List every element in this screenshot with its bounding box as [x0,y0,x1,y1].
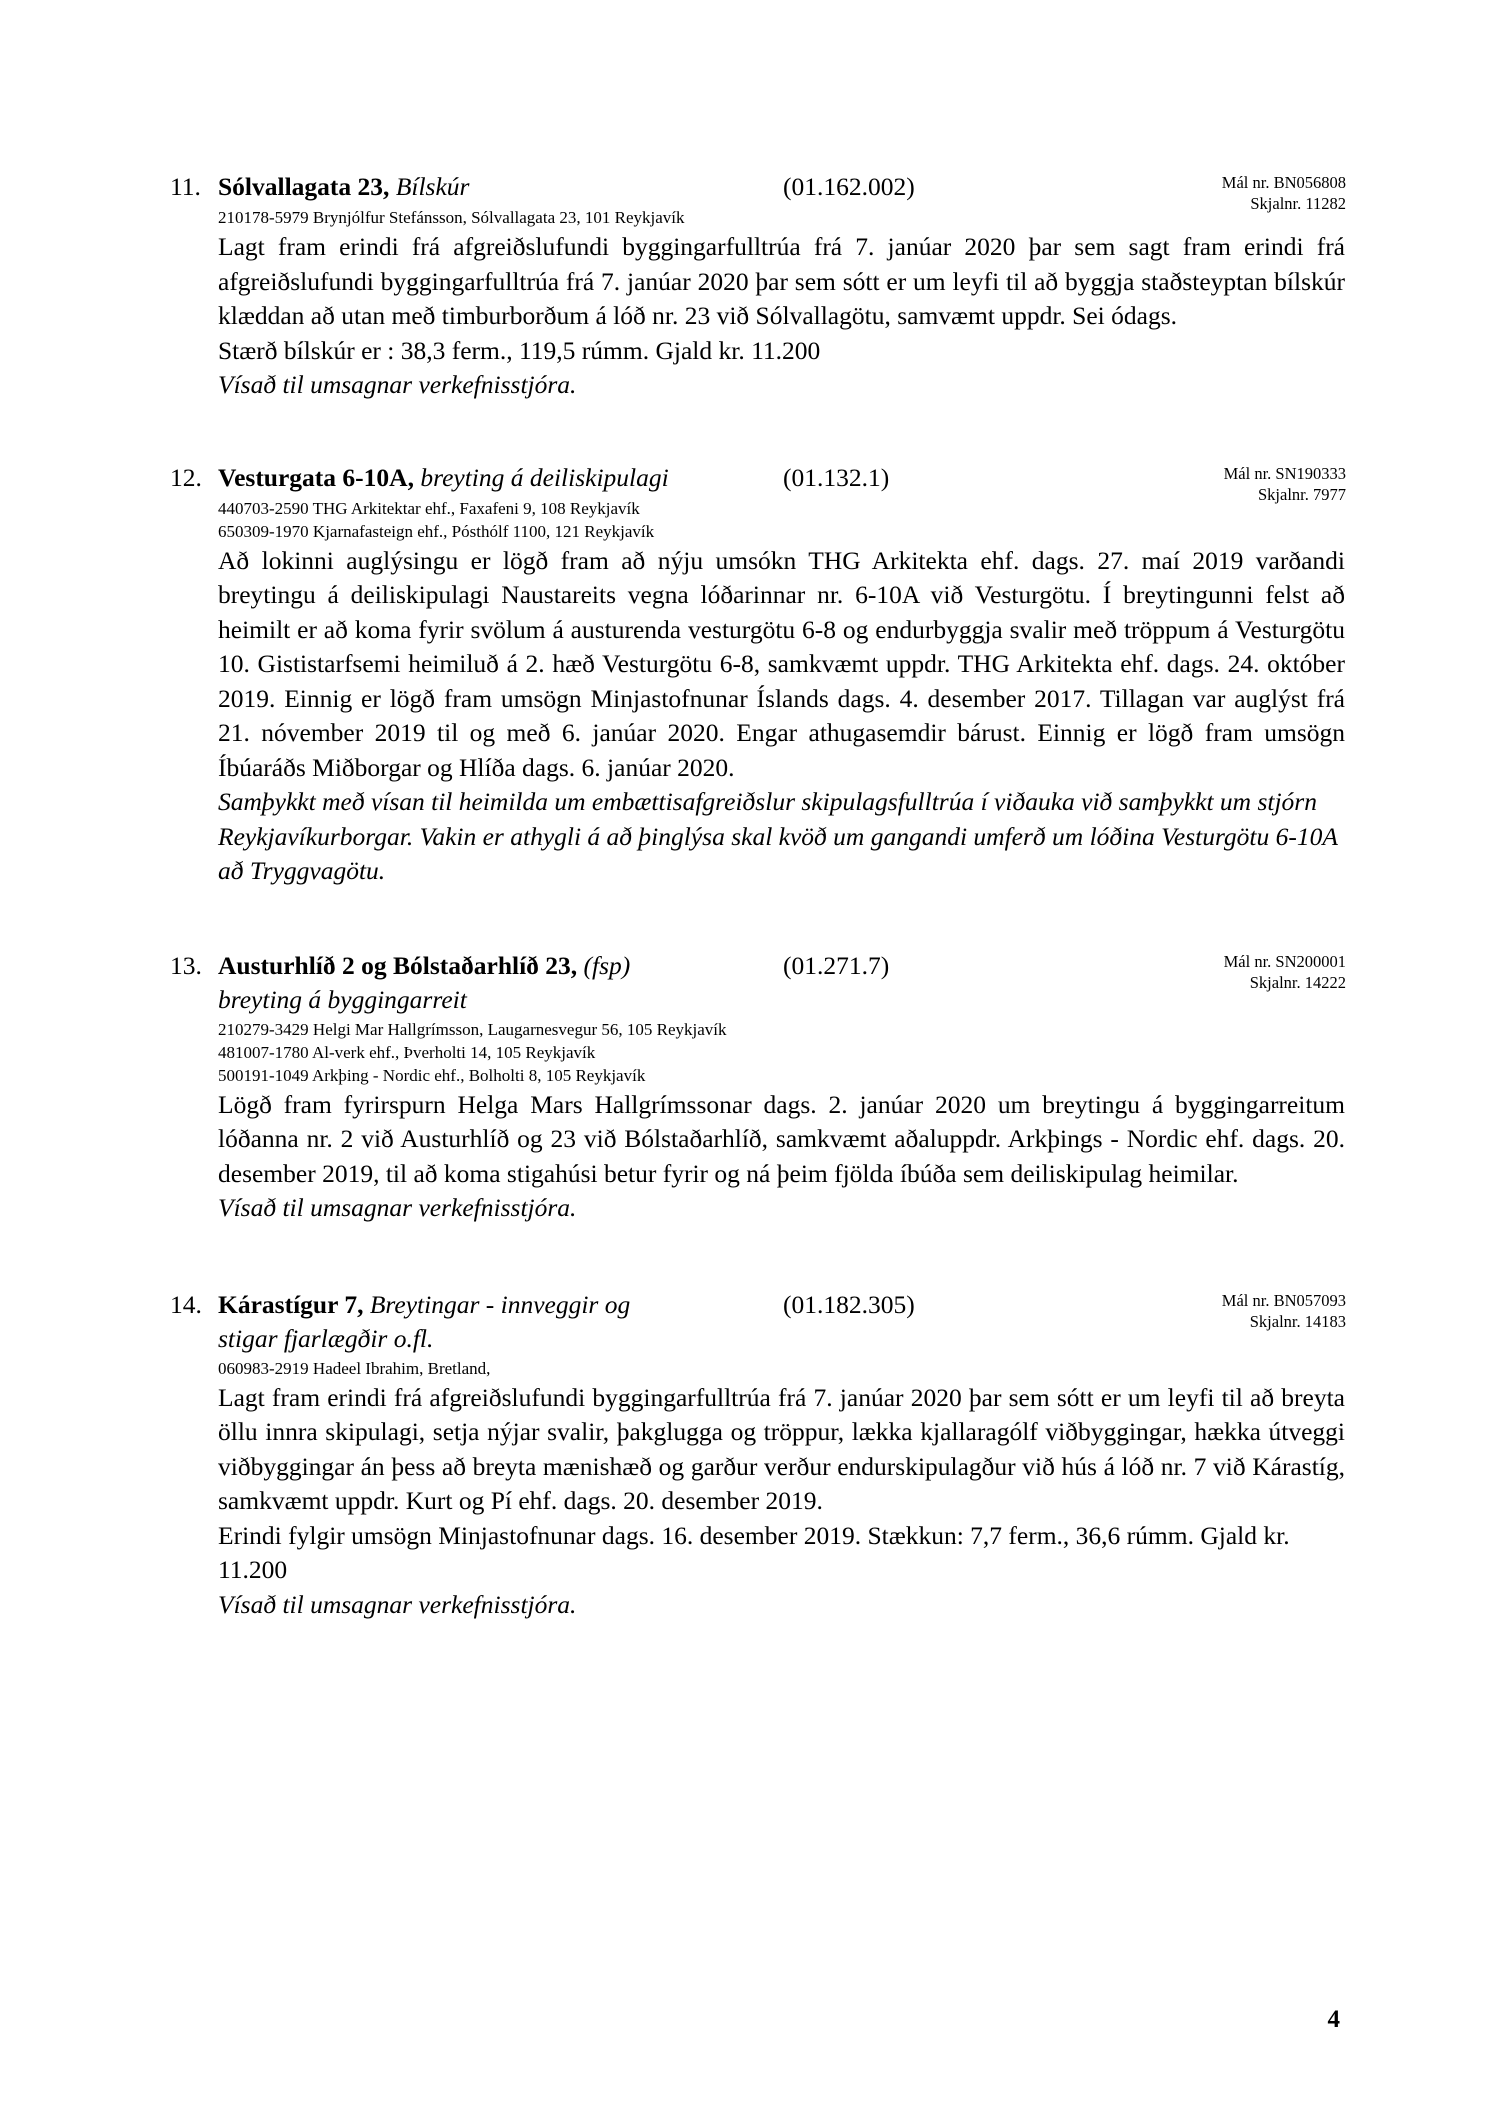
item-code: (01.132.1) [783,462,890,492]
item-applicants [218,1357,1345,1380]
agenda-item [170,461,1345,889]
applicant-line: 650309-1970 Kjarnafasteign ehf., Pósthólf 1100, 121 Reykjavík [218,521,655,541]
item-title-italic: Bílskúr [389,172,470,201]
agenda-item [170,170,1345,403]
item-number: 13. [170,950,202,980]
item-doc-number: Skjalnr. 14222 [1249,972,1346,992]
item-title-second-line: stigar fjarlægðir o.fl. [218,1323,434,1353]
item-title-block [218,170,1346,213]
item-decision-note [218,1588,1345,1623]
applicant-line: 210279-3429 Helgi Mar Hallgrímsson, Laugarnesvegur 56, 105 Reykjavík [218,1019,727,1039]
item-title-line [218,461,1346,504]
item-case-number: Mál nr. BN057093 [1221,1290,1346,1310]
decision-text: Vísað til umsagnar verkefnisstjóra. [218,1589,577,1619]
item-body [218,1088,1345,1192]
item-doc-number: Skjalnr. 7977 [1257,484,1346,504]
item-code: (01.182.305) [783,1289,915,1319]
item-title-block [218,1288,1345,1355]
item-body [218,544,1345,786]
item-applicants [218,1018,1345,1087]
item-meta [1048,172,1346,214]
item-header [170,170,1346,213]
item-title-italic: Breytingar - innveggir og [363,1289,631,1319]
item-title-line [218,949,1346,992]
item-doc-number: Skjalnr. 14183 [1249,1311,1346,1331]
agenda-item [170,1288,1345,1623]
item-title-line [218,170,1346,213]
applicant-line: 210178-5979 Brynjólfur Stefánsson, Sólvallagata 23, 101 Reykjavík [218,208,685,227]
item-number: 14. [170,1289,202,1319]
item-title-block [218,461,1346,504]
item-title-italic: (fsp) [577,950,631,980]
item-case-number: Mál nr. BN056808 [1221,173,1346,192]
body-paragraph: Að lokinni auglýsingu er lögð fram að nýju umsókn THG Arkitekta ehf. dags. 27. maí 2019 varðandi breytingu á deiliskipulagi Naustareits vegna lóðarinnar nr. 6-10A við Vesturgötu. Í breytingunni felst að heimilt er að koma fyrir svölum á austurenda vesturgötu 6-8 og endurbyggja svalir með tröppum á Vesturgötu 10. Gististarfsemi heimiluð á 2. hæð Vesturgötu 6-8, samkvæmt uppdr. THG Arkitekta ehf. dags. 24. október 2019. Einnig er lögð fram umsögn Minjastofnunar Íslands dags. 4. desember 2017. Tillagan var auglýst frá 21. nóvember 2019 til og með 6. janúar 2020. Engar athugasemdir bárust. Einnig er lögð fram umsögn Íbúaráðs Miðborgar og Hlíða dags. 6. janúar 2020. [218,545,1345,782]
item-number: 12. [170,462,202,492]
item-title-bold: Vesturgata 6-10A, [218,462,414,492]
item-body [218,1381,1345,1588]
item-title-bold: Sólvallagata 23, [218,172,390,201]
body-paragraph: Erindi fylgir umsögn Minjastofnunar dags. 16. desember 2019. Stækkun: 7,7 ferm., 36,6 rúmm. Gjald kr. 11.200 [218,1520,1290,1584]
item-decision-note [218,785,1345,889]
page-number: 4 [1327,2006,1340,2033]
item-title-italic: breyting á deiliskipulagi [413,462,669,492]
item-meta [1048,1290,1346,1332]
item-title-bold: Austurhlíð 2 og Bólstaðarhlíð 23, [218,950,578,980]
item-decision-note [218,368,1345,403]
item-title-bold: Kárastígur 7, [218,1289,364,1319]
agenda-item [170,949,1345,1226]
body-paragraph: Stærð bílskúr er : 38,3 ferm., 119,5 rúmm. Gjald kr. 11.200 [218,335,821,365]
item-body [218,230,1345,368]
item-meta [1048,951,1346,993]
decision-text: Vísað til umsagnar verkefnisstjóra. [218,370,577,399]
item-header [170,461,1346,504]
item-doc-number: Skjalnr. 11282 [1250,194,1346,213]
applicant-line: 440703-2590 THG Arkitektar ehf., Faxafeni 9, 108 Reykjavík [218,498,640,518]
applicant-line: 060983-2919 Hadeel Ibrahim, Bretland, [218,1358,491,1378]
item-number: 11. [170,172,201,201]
applicant-line: 500191-1049 Arkþing - Nordic ehf., Bolholti 8, 105 Reykjavík [218,1065,646,1085]
item-case-number: Mál nr. SN190333 [1223,463,1346,483]
item-header [170,949,1345,1016]
body-paragraph: Lagt fram erindi frá afgreiðslufundi byggingarfulltrúa frá 7. janúar 2020 þar sem sagt fram erindi frá afgreiðslufundi byggingarfulltrúa frá 7. janúar 2020 þar sem sótt er um leyfi til að byggja staðsteyptan bílskúr klæddan að utan með timburborðum á lóð nr. 23 við Sólvallagötu, samvæmt uppdr. Sei ódags. [218,232,1345,330]
item-code: (01.162.002) [783,172,915,201]
item-code: (01.271.7) [783,950,890,980]
item-decision-note [218,1191,1345,1226]
body-paragraph: Lagt fram erindi frá afgreiðslufundi byggingarfulltrúa frá 7. janúar 2020 þar sem sótt er um leyfi til að breyta öllu innra skipulagi, setja nýjar svalir, þakglugga og tröppur, lækka kjallaragólf viðbyggingar, hækka útveggi viðbyggingar án þess að breyta mænishæð og garður verður endurskipulagður við hús á lóð nr. 7 við Kárastíg, samkvæmt uppdr. Kurt og Pí ehf. dags. 20. desember 2019. [218,1382,1345,1515]
applicant-line: 481007-1780 Al-verk ehf., Þverholti 14, 105 Reykjavík [218,1042,596,1062]
decision-text: Vísað til umsagnar verkefnisstjóra. [218,1193,577,1222]
item-title-second-line: breyting á byggingarreit [218,984,467,1014]
decision-text: Samþykkt með vísan til heimilda um embættisafgreiðslur skipulagsfulltrúa í viðauka við samþykkt um stjórn Reykjavíkurborgar. Vakin er athygli á að þinglýsa skal kvöð um gangandi umferð um lóðina Vesturgötu 6-10A að Tryggvagötu. [218,787,1338,885]
item-title-block [218,949,1345,1016]
item-title-line [218,1288,1346,1331]
item-case-number: Mál nr. SN200001 [1223,951,1346,971]
body-paragraph: Lögð fram fyrirspurn Helga Mars Hallgrímssonar dags. 2. janúar 2020 um breytingu á byggingarreitum lóðanna nr. 2 við Austurhlíð og 23 við Bólstaðarhlíð, samkvæmt aðaluppdr. Arkþings - Nordic ehf. dags. 20. desember 2019, til að koma stigahúsi betur fyrir og ná þeim fjölda íbúða sem deiliskipulag heimilar. [218,1089,1345,1188]
item-header [170,1288,1345,1355]
item-meta [1048,463,1346,505]
